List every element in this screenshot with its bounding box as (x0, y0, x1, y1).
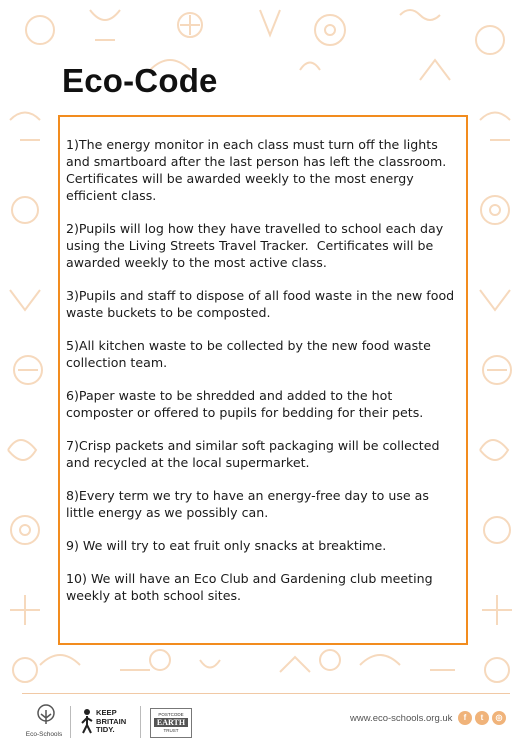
kbt-line: TIDY. (96, 725, 115, 734)
eco-schools-logo (25, 704, 64, 738)
keep-britain-tidy-logo (80, 708, 132, 738)
page-title: Eco-Code (62, 62, 218, 99)
logo-separator (70, 706, 71, 738)
rule-item: 2)Pupils will log how they have travelled to school each day using the Living Streets Travel Tracker. Certificates will be awarded weekly to the most active class. (66, 221, 448, 270)
rule-item: 1)The energy monitor in each class must turn off the lights and smartboard after the last person has left the classroom. Certificates will be awarded weekly to the most energy efficient class. (66, 137, 451, 203)
pet-line: TRUST (163, 728, 179, 733)
rule-item: 3)Pupils and staff to dispose of all food waste in the new food waste buckets to be composted. (66, 288, 459, 320)
rule-item: 9) We will try to eat fruit only snacks at breaktime. (66, 538, 387, 553)
pet-line: EARTH (154, 718, 188, 727)
rule-item: 6)Paper waste to be shredded and added to the hot composter or offered to pupils for bedding for their pets. (66, 388, 424, 420)
kbt-line: BRITAIN (96, 716, 127, 726)
tidyman-icon (80, 708, 94, 734)
facebook-icon[interactable]: f (458, 711, 472, 725)
logo-separator (140, 706, 141, 738)
pet-line: POSTCODE (158, 712, 184, 717)
footer-divider (22, 693, 510, 694)
instagram-icon[interactable]: ◎ (492, 711, 506, 725)
rule-item: 8)Every term we try to have an energy-free day to use as little energy as we possibly can. (66, 488, 433, 520)
kbt-line: KEEP (96, 708, 117, 717)
postcode-earth-trust-logo (150, 708, 192, 738)
website-link[interactable]: www.eco-schools.org.uk (350, 713, 453, 724)
rule-item: 10) We will have an Eco Club and Gardening club meeting weekly at both school sites. (66, 571, 437, 603)
rule-item: 7)Crisp packets and similar soft packaging will be collected and recycled at the local supermarket. (66, 438, 444, 470)
eco-schools-label: Eco-Schools (25, 731, 63, 738)
eco-code-rules-box (58, 115, 468, 645)
tree-icon (32, 704, 60, 726)
twitter-icon[interactable]: t (475, 711, 489, 725)
rule-item: 5)All kitchen waste to be collected by the new food waste collection team. (66, 338, 435, 370)
